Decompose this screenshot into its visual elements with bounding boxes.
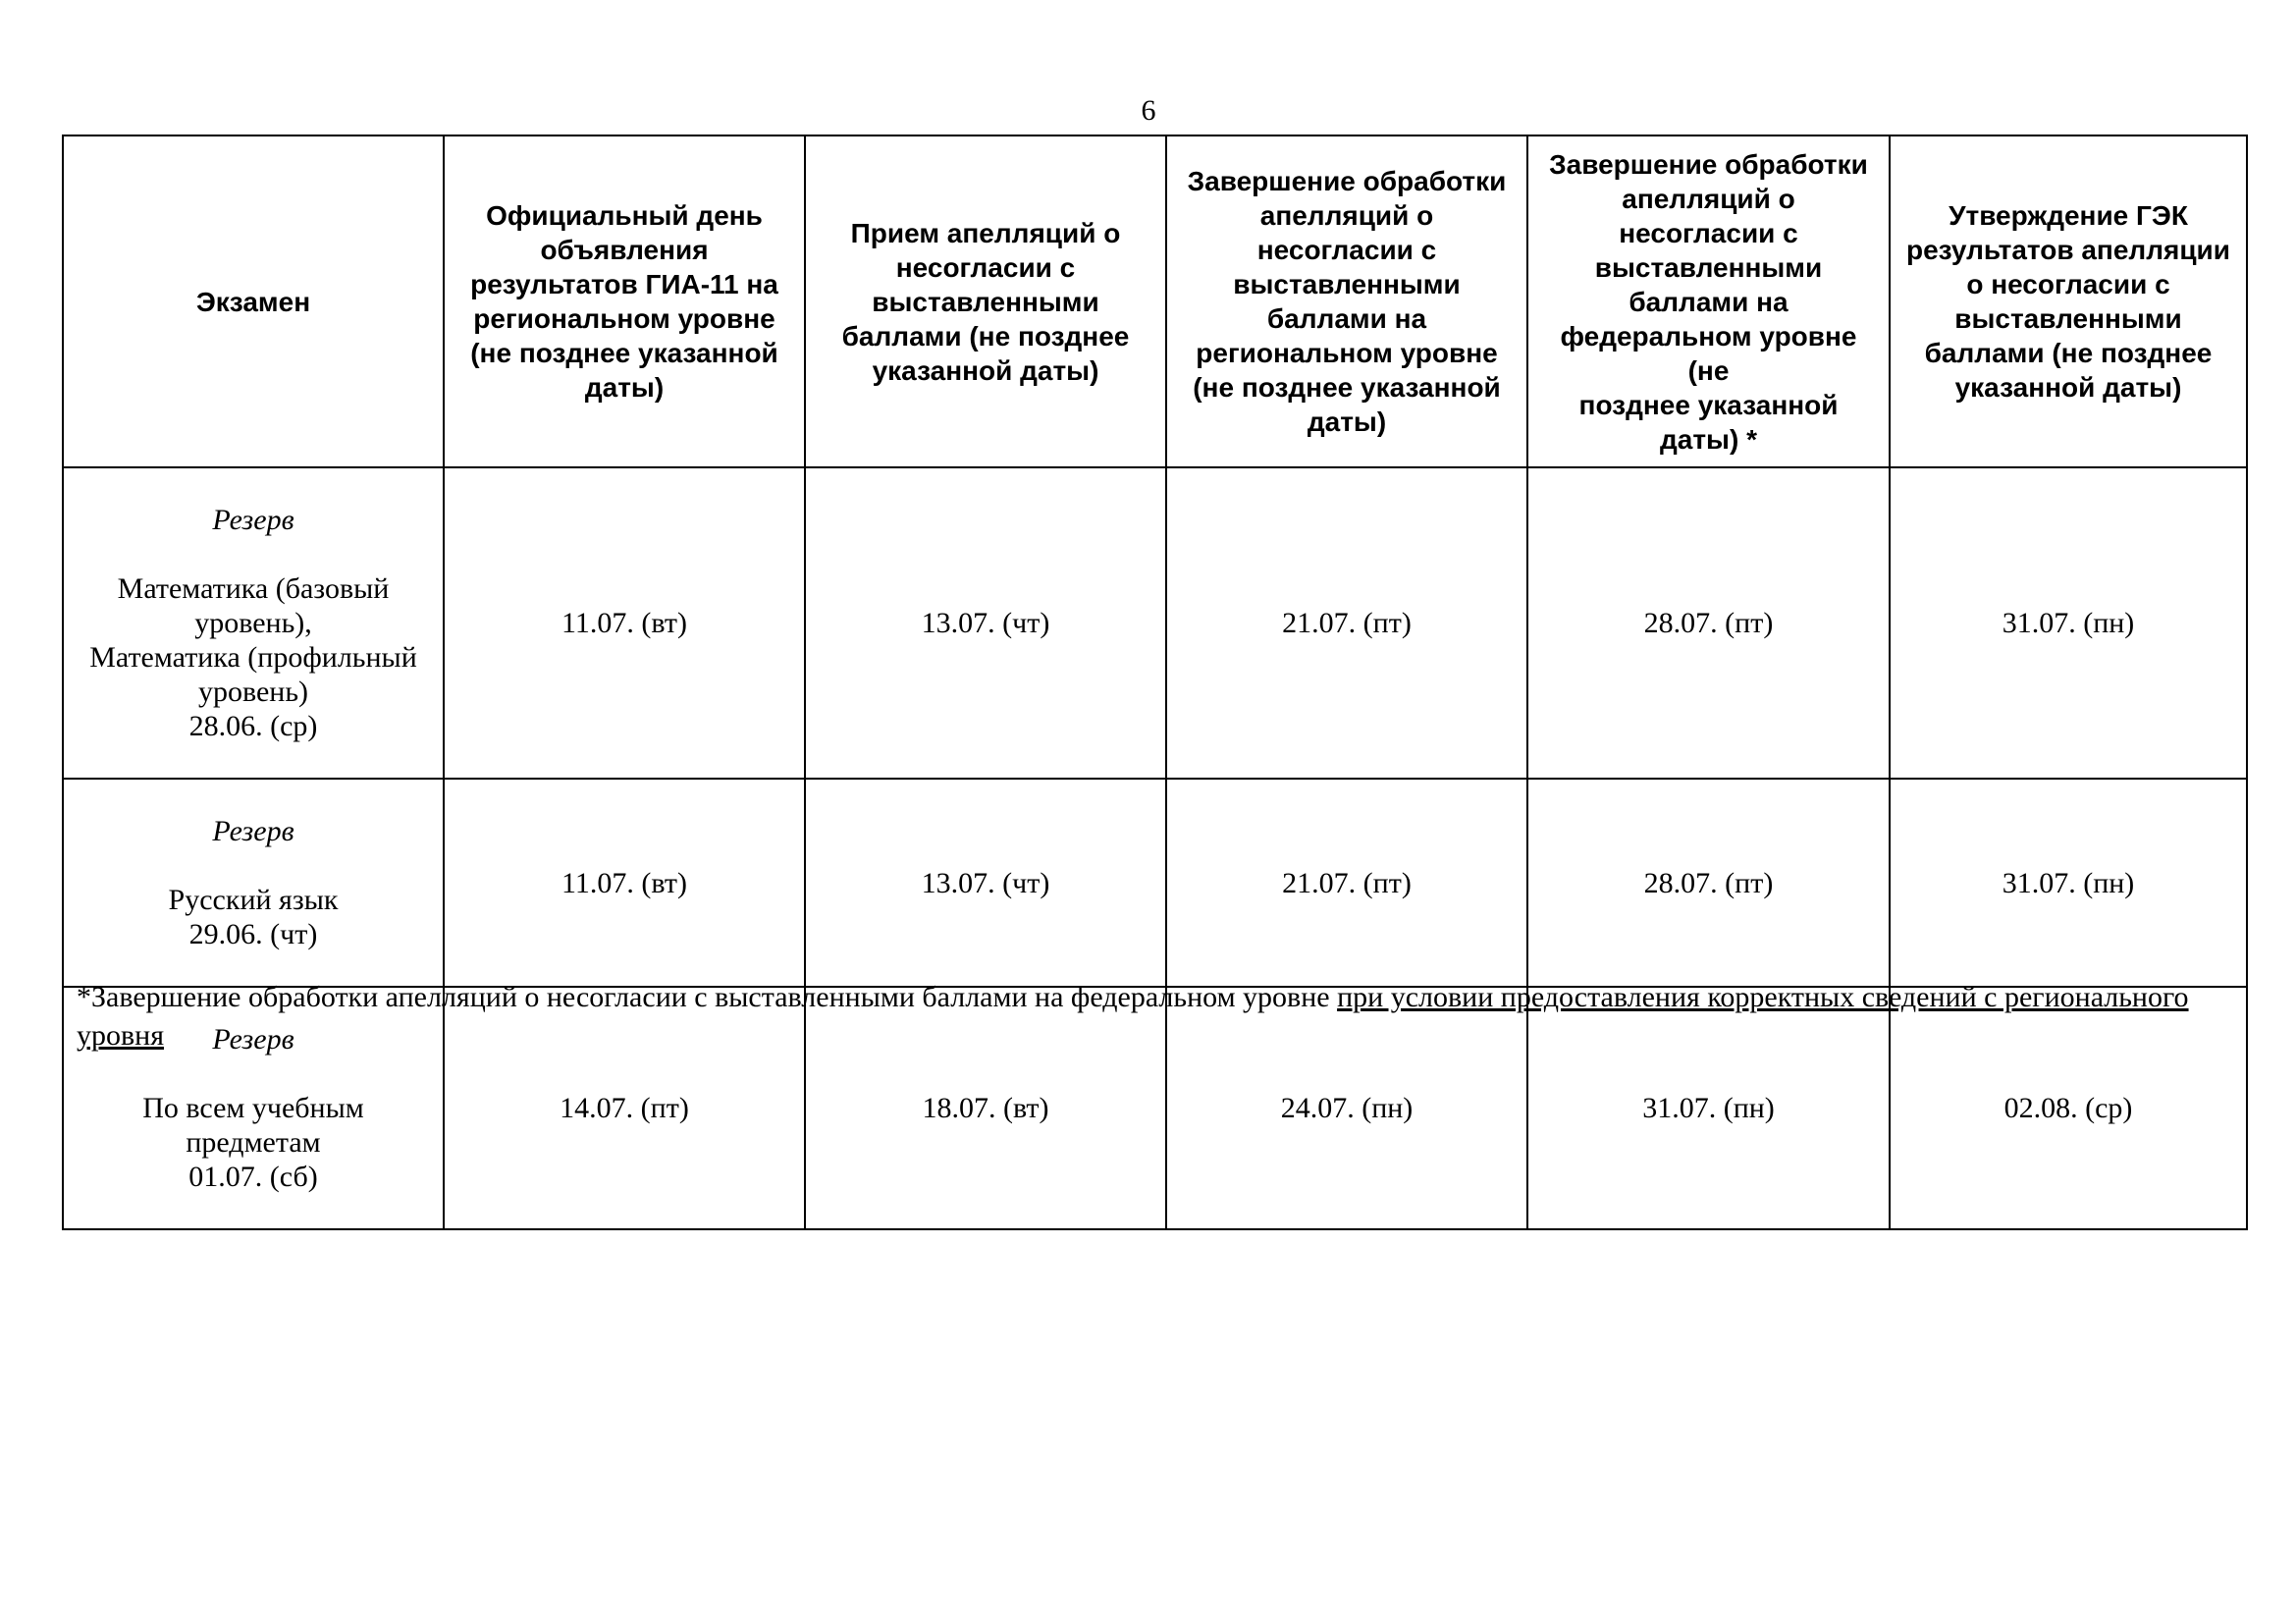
date-cell: 24.07. (пн) [1166, 987, 1527, 1229]
date-cell: 28.07. (пт) [1527, 467, 1890, 779]
reserve-label: Резерв [212, 815, 294, 847]
footnote-condition: при условии предоставления корректных сведений с регионального уровня [77, 981, 2189, 1052]
date-cell: 02.08. (ср) [1890, 987, 2247, 1229]
date-cell: 21.07. (пт) [1166, 779, 1527, 987]
exam-cell [63, 467, 444, 779]
date-cell: 21.07. (пт) [1166, 467, 1527, 779]
date-cell: 11.07. (вт) [444, 779, 805, 987]
reserve-label: Резерв [212, 1023, 294, 1056]
date-cell: 13.07. (чт) [805, 779, 1166, 987]
exam-name: По всем учебным предметам 01.07. (сб) [142, 1092, 364, 1193]
header-exam: Экзамен [63, 135, 444, 467]
date-cell: 14.07. (пт) [444, 987, 805, 1229]
date-cell: 28.07. (пт) [1527, 779, 1890, 987]
header-gek-approval: Утверждение ГЭК результатов апелляции о несогласии с выставленными баллами (не позднее указанной даты) [1890, 135, 2247, 467]
date-cell: 31.07. (пн) [1527, 987, 1890, 1229]
exam-cell [63, 779, 444, 987]
date-cell: 31.07. (пн) [1890, 779, 2247, 987]
date-cell: 13.07. (чт) [805, 467, 1166, 779]
header-regional-processing: Завершение обработки апелляций о несогласии с выставленными баллами на региональном уровне (не позднее указанной даты) [1166, 135, 1527, 467]
exam-name: Математика (базовый уровень), Математика (профильный уровень) 28.06. (ср) [89, 572, 417, 742]
table-row [63, 779, 2247, 987]
header-results-announcement: Официальный день объявления результатов ГИА-11 на региональном уровне (не позднее указанной даты) [444, 135, 805, 467]
footnote-text: *Завершение обработки апелляций о несогласии с выставленными баллами на федеральном уровне [77, 981, 1338, 1013]
date-cell: 31.07. (пн) [1890, 467, 2247, 779]
page-number: 6 [1141, 94, 1156, 127]
date-cell: 18.07. (вт) [805, 987, 1166, 1229]
date-cell: 11.07. (вт) [444, 467, 805, 779]
exam-name: Русский язык 29.06. (чт) [168, 884, 339, 950]
header-appeal-acceptance: Прием апелляций о несогласии с выставленными баллами (не позднее указанной даты) [805, 135, 1166, 467]
header-federal-processing: Завершение обработки апелляций о несогласии с выставленными баллами на федеральном уровне (не позднее указанной даты) * [1527, 135, 1890, 467]
exam-schedule-table [62, 135, 2248, 1230]
table-row [63, 467, 2247, 779]
table-header-row [63, 135, 2247, 467]
footnote [77, 978, 2246, 1055]
reserve-label: Резерв [212, 504, 294, 536]
